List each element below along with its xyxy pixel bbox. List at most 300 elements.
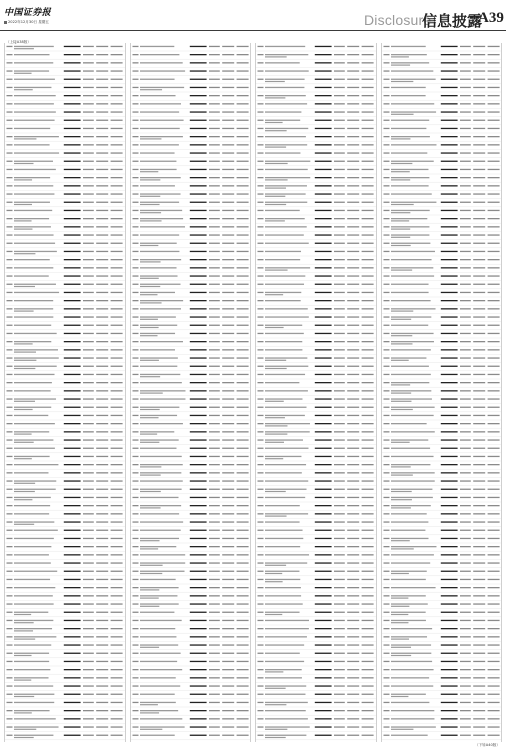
table-cell-text-bar [347,349,359,350]
table-cell-text-bar [473,169,485,170]
table-cell-text-bar [258,603,264,604]
fund-name-text-bar [140,267,177,268]
table-cell-text-bar [222,726,234,727]
table-cell-text-bar [64,210,81,211]
table-cell-text-bar [347,152,359,153]
table-cell-text-bar [334,366,345,367]
table-cell-text-bar [473,161,485,162]
fund-name-text-bar [391,587,436,588]
fund-name-text-bar [14,603,54,604]
fund-name-text-bar [265,489,307,490]
table-cell-text-bar [64,284,81,285]
fund-name-text-bar [14,680,31,681]
fund-name-text-bar [140,111,179,112]
fund-name-text-bar [140,319,158,320]
table-cell-text-bar [96,259,108,260]
table-cell-text-bar [362,120,374,121]
fund-name-text-bar [265,374,305,375]
table-cell-text-bar [362,284,374,285]
table-cell-text-bar [440,431,457,432]
table-cell-text-bar [258,390,264,391]
fund-name-text-bar [14,456,50,457]
table-cell-text-bar [258,538,264,539]
table-cell-text-bar [64,87,81,88]
fund-name-text-bar [14,368,35,369]
table-cell-text-bar [111,325,123,326]
fund-name-text-bar [391,491,412,492]
table-cell-text-bar [473,177,485,178]
table-cell-text-bar [7,79,13,80]
fund-name-text-bar [265,95,306,96]
table-cell-text-bar [111,357,123,358]
table-cell-text-bar [440,636,457,637]
fund-name-text-bar [265,587,301,588]
table-cell-text-bar [7,267,13,268]
fund-name-text-bar [140,704,158,705]
table-cell-text-bar [96,333,108,334]
table-cell-text-bar [7,562,13,563]
fund-name-text-bar [265,210,300,211]
table-cell-text-bar [334,579,345,580]
table-cell-text-bar [487,480,499,481]
table-cell-text-bar [487,210,499,211]
table-cell-text-bar [383,243,389,244]
table-cell-text-bar [383,366,389,367]
table-cell-text-bar [258,456,264,457]
table-cell-text-bar [189,374,206,375]
fund-name-text-bar [391,439,428,440]
table-cell-text-bar [83,571,94,572]
fund-name-text-bar [265,144,307,145]
table-cell-text-bar [236,685,248,686]
table-cell-text-bar [96,546,108,547]
table-cell-text-bar [258,202,264,203]
table-cell-text-bar [383,267,389,268]
table-cell-text-bar [487,595,499,596]
table-cell-text-bar [473,735,485,736]
table-cell-text-bar [383,144,389,145]
table-cell-text-bar [64,579,81,580]
table-cell-text-bar [189,620,206,621]
table-cell-text-bar [222,341,234,342]
table-cell-text-bar [362,505,374,506]
fund-name-text-bar [265,702,308,703]
table-cell-text-bar [64,316,81,317]
table-cell-text-bar [460,87,471,88]
table-cell-text-bar [7,275,13,276]
table-cell-text-bar [334,702,345,703]
table-cell-text-bar [460,702,471,703]
table-cell-text-bar [473,62,485,63]
table-cell-text-bar [83,620,94,621]
fund-name-text-bar [265,79,305,80]
table-cell-text-bar [222,735,234,736]
table-cell-text-bar [96,111,108,112]
fund-name-text-bar [140,136,183,137]
table-cell-text-bar [362,103,374,104]
table-cell-text-bar [440,415,457,416]
table-cell-text-bar [189,185,206,186]
table-cell-text-bar [440,644,457,645]
table-cell-text-bar [347,620,359,621]
table-cell-text-bar [347,325,359,326]
fund-name-text-bar [391,423,427,424]
table-cell-text-bar [236,448,248,449]
fund-name-text-bar [265,284,304,285]
table-cell-text-bar [7,530,13,531]
table-cell-text-bar [487,677,499,678]
table-cell-text-bar [96,308,108,309]
fund-name-text-bar [265,259,300,260]
table-cell-text-bar [7,54,13,55]
table-cell-text-bar [473,325,485,326]
table-cell-text-bar [362,111,374,112]
table-cell-text-bar [209,226,220,227]
table-cell-text-bar [487,718,499,719]
table-cell-text-bar [132,349,138,350]
table-cell-text-bar [209,136,220,137]
table-cell-text-bar [383,210,389,211]
table-cell-text-bar [460,661,471,662]
table-cell-text-bar [96,571,108,572]
table-cell-text-bar [258,571,264,572]
table-rows-graphic [131,43,251,742]
table-cell-text-bar [111,669,123,670]
table-cell-text-bar [460,349,471,350]
table-cell-text-bar [315,595,332,596]
fund-name-text-bar [140,177,181,178]
table-cell-text-bar [440,62,457,63]
fund-name-text-bar [265,185,307,186]
table-cell-text-bar [362,554,374,555]
table-cell-text-bar [440,284,457,285]
table-cell-text-bar [111,628,123,629]
table-cell-text-bar [362,210,374,211]
table-cell-text-bar [189,587,206,588]
table-cell-text-bar [315,341,332,342]
fund-name-text-bar [391,341,434,342]
table-cell-text-bar [132,267,138,268]
table-cell-text-bar [209,669,220,670]
table-cell-text-bar [315,472,332,473]
fund-name-text-bar [391,70,433,71]
fund-name-text-bar [265,128,308,129]
table-cell-text-bar [111,349,123,350]
table-cell-text-bar [315,726,332,727]
table-cell-text-bar [222,292,234,293]
table-cell-text-bar [96,251,108,252]
table-cell-text-bar [132,718,138,719]
table-cell-text-bar [258,431,264,432]
table-cell-text-bar [315,497,332,498]
table-cell-text-bar [440,218,457,219]
table-cell-text-bar [383,284,389,285]
table-cell-text-bar [222,571,234,572]
table-cell-text-bar [111,251,123,252]
table-cell-text-bar [473,70,485,71]
table-cell-text-bar [334,202,345,203]
table-cell-text-bar [315,275,332,276]
table-cell-text-bar [96,202,108,203]
fund-name-text-bar [14,70,49,71]
table-cell-text-bar [440,620,457,621]
table-cell-text-bar [222,669,234,670]
table-cell-text-bar [460,325,471,326]
table-cell-text-bar [315,423,332,424]
table-cell-text-bar [460,374,471,375]
fund-name-text-bar [391,398,432,399]
table-cell-text-bar [209,325,220,326]
table-cell-text-bar [460,653,471,654]
table-cell-text-bar [347,357,359,358]
table-cell-text-bar [132,234,138,235]
table-cell-text-bar [473,185,485,186]
table-cell-text-bar [111,579,123,580]
table-cell-text-bar [132,472,138,473]
table-cell-text-bar [487,562,499,563]
fund-name-text-bar [391,210,430,211]
table-cell-text-bar [473,275,485,276]
table-cell-text-bar [111,95,123,96]
table-cell-text-bar [132,120,138,121]
table-cell-text-bar [236,530,248,531]
table-cell-text-bar [83,374,94,375]
table-cell-text-bar [334,661,345,662]
table-cell-text-bar [111,423,123,424]
calendar-icon [4,21,7,24]
fund-name-text-bar [265,87,304,88]
table-cell-text-bar [440,554,457,555]
table-cell-text-bar [383,538,389,539]
table-cell-text-bar [487,456,499,457]
table-cell-text-bar [487,489,499,490]
table-cell-text-bar [383,587,389,588]
fund-name-text-bar [140,70,185,71]
table-cell-text-bar [347,407,359,408]
table-cell-text-bar [315,530,332,531]
table-cell-text-bar [189,448,206,449]
table-cell-text-bar [64,128,81,129]
table-cell-text-bar [189,357,206,358]
table-cell-text-bar [189,70,206,71]
table-cell-text-bar [64,480,81,481]
fund-name-text-bar [14,628,52,629]
fund-name-text-bar [140,333,175,334]
page-number: A39 [478,10,504,26]
table-cell-text-bar [189,669,206,670]
table-cell-text-bar [347,382,359,383]
table-cell-text-bar [236,644,248,645]
table-cell-text-bar [347,464,359,465]
fund-list-column [4,43,126,742]
fund-name-text-bar [14,218,49,219]
table-cell-text-bar [7,595,13,596]
table-cell-text-bar [7,456,13,457]
table-cell-text-bar [315,407,332,408]
fund-name-text-bar [265,196,285,197]
table-cell-text-bar [7,612,13,613]
table-cell-text-bar [132,54,138,55]
table-cell-text-bar [315,103,332,104]
table-cell-text-bar [315,152,332,153]
fund-name-text-bar [14,138,36,139]
table-cell-text-bar [132,382,138,383]
table-cell-text-bar [132,562,138,563]
table-cell-text-bar [258,398,264,399]
table-cell-text-bar [236,234,248,235]
table-cell-text-bar [7,644,13,645]
fund-name-text-bar [14,352,36,353]
table-cell-text-bar [440,120,457,121]
table-cell-text-bar [7,538,13,539]
fund-name-text-bar [14,341,51,342]
fund-name-text-bar [391,212,410,213]
table-cell-text-bar [383,431,389,432]
table-cell-text-bar [258,735,264,736]
fund-name-text-bar [140,374,180,375]
table-cell-text-bar [96,70,108,71]
table-cell-text-bar [383,95,389,96]
table-cell-text-bar [487,54,499,55]
fund-name-text-bar [265,434,287,435]
table-cell-text-bar [460,497,471,498]
table-cell-text-bar [383,718,389,719]
table-cell-text-bar [440,226,457,227]
table-cell-text-bar [440,439,457,440]
table-cell-text-bar [258,702,264,703]
table-cell-text-bar [222,284,234,285]
table-cell-text-bar [347,193,359,194]
fund-name-text-bar [391,390,431,391]
table-cell-text-bar [111,79,123,80]
table-cell-text-bar [473,685,485,686]
table-cell-text-bar [111,620,123,621]
table-cell-text-bar [258,292,264,293]
table-cell-text-bar [7,521,13,522]
table-cell-text-bar [383,341,389,342]
fund-name-text-bar [265,464,306,465]
table-cell-text-bar [132,595,138,596]
table-cell-text-bar [111,448,123,449]
table-cell-text-bar [83,177,94,178]
table-cell-text-bar [236,489,248,490]
fund-name-text-bar [14,636,56,637]
table-cell-text-bar [111,267,123,268]
table-cell-text-bar [315,144,332,145]
fund-name-text-bar [14,73,32,74]
table-cell-text-bar [362,530,374,531]
table-cell-text-bar [64,472,81,473]
table-cell-text-bar [258,54,264,55]
table-cell-text-bar [383,439,389,440]
table-cell-text-bar [334,431,345,432]
table-cell-text-bar [315,612,332,613]
table-cell-text-bar [487,390,499,391]
table-cell-text-bar [383,489,389,490]
table-cell-text-bar [473,316,485,317]
fund-name-text-bar [14,292,59,293]
table-cell-text-bar [258,677,264,678]
fund-name-text-bar [14,398,56,399]
table-cell-text-bar [440,579,457,580]
table-cell-text-bar [111,218,123,219]
table-cell-text-bar [347,456,359,457]
fund-name-text-bar [140,661,177,662]
table-cell-text-bar [383,554,389,555]
fund-name-text-bar [14,458,32,459]
table-cell-text-bar [209,480,220,481]
table-cell-text-bar [64,185,81,186]
table-cell-text-bar [383,382,389,383]
table-cell-text-bar [189,431,206,432]
table-cell-text-bar [487,685,499,686]
fund-name-text-bar [14,415,48,416]
table-cell-text-bar [460,333,471,334]
table-cell-text-bar [258,521,264,522]
fund-name-text-bar [265,316,309,317]
table-cell-text-bar [64,423,81,424]
table-cell-text-bar [111,571,123,572]
table-cell-text-bar [189,464,206,465]
table-cell-text-bar [334,538,345,539]
fund-name-text-bar [140,472,181,473]
fund-name-text-bar [391,647,411,648]
table-cell-text-bar [487,636,499,637]
fund-name-text-bar [391,636,427,637]
table-cell-text-bar [189,202,206,203]
fund-name-text-bar [140,300,183,301]
table-cell-text-bar [236,284,248,285]
table-cell-text-bar [111,300,123,301]
table-cell-text-bar [96,726,108,727]
fund-name-text-bar [391,382,429,383]
fund-name-text-bar [265,147,286,148]
table-cell-text-bar [460,46,471,47]
table-cell-text-bar [64,644,81,645]
table-cell-text-bar [362,390,374,391]
table-cell-text-bar [132,685,138,686]
fund-name-text-bar [14,360,36,361]
table-cell-text-bar [315,316,332,317]
table-cell-text-bar [83,341,94,342]
table-cell-text-bar [111,398,123,399]
table-cell-text-bar [473,308,485,309]
table-cell-text-bar [460,407,471,408]
table-cell-text-bar [132,464,138,465]
table-cell-text-bar [460,79,471,80]
table-cell-text-bar [362,710,374,711]
table-cell-text-bar [236,628,248,629]
table-cell-text-bar [334,185,345,186]
table-cell-text-bar [222,103,234,104]
table-cell-text-bar [96,513,108,514]
table-cell-text-bar [487,46,499,47]
table-cell-text-bar [64,587,81,588]
fund-name-text-bar [14,489,56,490]
table-cell-text-bar [111,587,123,588]
table-cell-text-bar [209,349,220,350]
table-rows-graphic [5,43,125,742]
table-cell-text-bar [111,382,123,383]
table-cell-text-bar [83,644,94,645]
table-cell-text-bar [64,407,81,408]
table-cell-text-bar [362,595,374,596]
table-cell-text-bar [96,349,108,350]
fund-name-text-bar [391,177,429,178]
fund-name-text-bar [391,431,435,432]
table-cell-text-bar [362,677,374,678]
fund-name-text-bar [265,718,308,719]
